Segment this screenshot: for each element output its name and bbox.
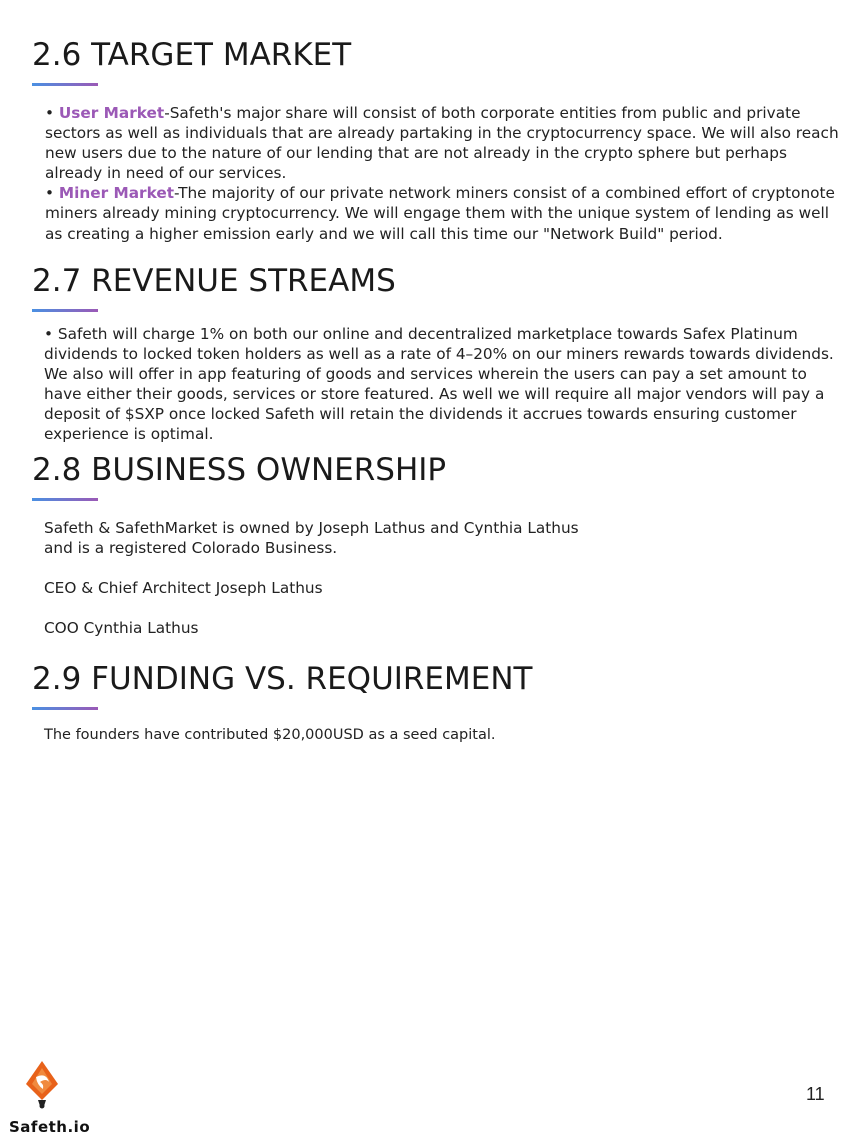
section-title-revenue-streams: 2.7 REVENUE STREAMS [32, 263, 396, 299]
coo-line: COO Cynthia Lathus [44, 619, 199, 638]
user-market-text: -Safeth's major share will consist of both corporate entities from public and private sectors as well as individuals that are already partaking in the cryptocurrency space. We will also reach new users due to the nature of our lending that are not already in the crypto sphere but perhaps already in need of our services. [45, 104, 839, 183]
section-underline [32, 83, 98, 86]
funding-text: The founders have contributed $20,000USD as a seed capital. [44, 727, 496, 743]
safeth-flame-logo-icon [24, 1060, 60, 1112]
section-underline [32, 707, 98, 710]
ownership-line-1: Safeth & SafethMarket is owned by Joseph Lathus and Cynthia Lathus [44, 519, 579, 537]
ceo-line: CEO & Chief Architect Joseph Lathus [44, 579, 323, 598]
miner-market-bullet [45, 183, 845, 243]
bullet-marker: • [45, 184, 59, 203]
revenue-streams-text: • Safeth will charge 1% on both our online and decentralized marketplace towards Safex Platinum dividends to locked token holders as well as a rate of 4–20% on our miners rewards towards dividends. We also will offer in app featuring of goods and services wherein the users can pay a set amount to have either their goods, services or store featured. As well we will require all major vendors will pay a deposit of $SXP once locked Safeth will retain the dividends it accrues towards ensuring customer experience is optimal. [44, 325, 834, 444]
section-title-funding: 2.9 FUNDING VS. REQUIREMENT [32, 661, 533, 697]
brand-name: Safeth.io [9, 1118, 91, 1136]
page-number: 11 [806, 1084, 825, 1104]
user-market-bullet [45, 103, 845, 183]
target-market-body [45, 103, 845, 244]
bullet-marker: • [45, 104, 59, 122]
miner-market-text: -The majority of our private network miners consist of a combined effort of cryptonote miners already mining cryptocurrency. We will engage them with the unique system of lending as well as creating a higher emission early and we will call this time our "Network Build" period. [45, 184, 835, 243]
ownership-line-2: and is a registered Colorado Business. [44, 539, 338, 558]
section-title-target-market: 2.6 TARGET MARKET [32, 37, 352, 73]
section-title-business-ownership: 2.8 BUSINESS OWNERSHIP [32, 452, 447, 488]
funding-body [44, 725, 844, 745]
revenue-streams-body [44, 324, 844, 445]
user-market-label: User Market [58, 104, 165, 122]
section-underline [32, 309, 98, 312]
business-ownership-body [44, 518, 844, 638]
section-underline [32, 498, 98, 501]
miner-market-label: Miner Market [58, 184, 175, 203]
